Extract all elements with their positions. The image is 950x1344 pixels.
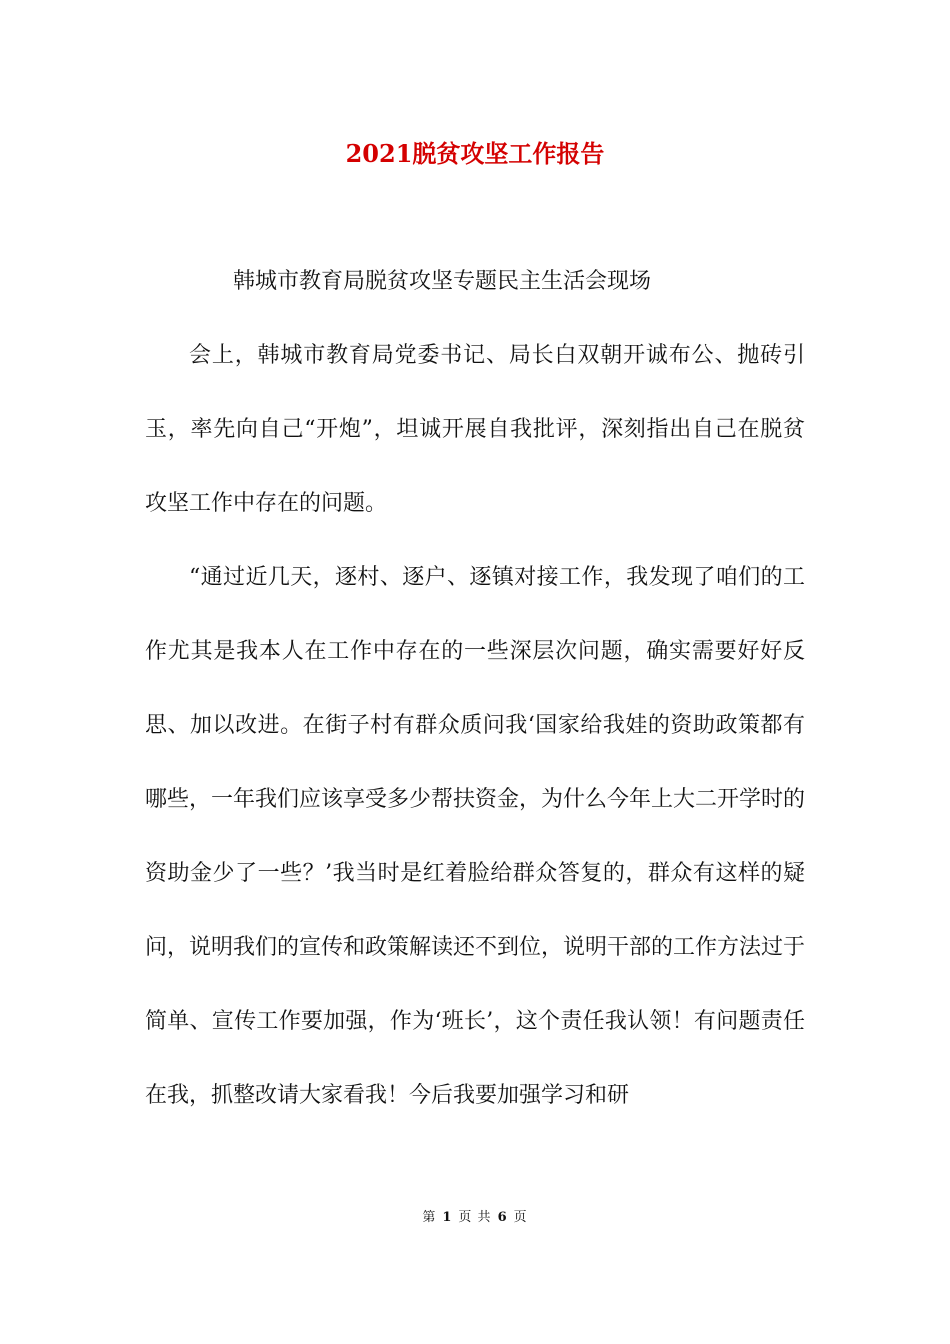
footer-prefix: 第 <box>422 1210 437 1225</box>
total-page-count: 6 <box>497 1210 508 1225</box>
photo-caption-paragraph: 韩城市教育局脱贫攻坚专题民主生活会现场 <box>233 269 652 294</box>
page-footer <box>0 1206 950 1225</box>
body-paragraph: 会上，韩城市教育局党委书记、局长白双朝开诚布公、抛砖引玉，率先向自己“开炮”，坦诚开展自我批评，深刻指出自己在脱贫攻坚工作中存在的问题。 <box>145 343 805 516</box>
footer-suffix: 页 <box>513 1210 528 1225</box>
document-body <box>145 245 805 1133</box>
footer-middle: 页 共 <box>458 1210 492 1225</box>
current-page-number: 1 <box>442 1210 453 1225</box>
body-paragraph: “通过近几天，逐村、逐户、逐镇对接工作，我发现了咱们的工作尤其是我本人在工作中存在的一些深层次问题，确实需要好好反思、加以改进。在街子村有群众质问我‘国家给我娃的资助政策都有哪些，一年我们应该享受多少帮扶资金，为什么今年上大二开学时的资助金少了一些？’我当时是红着脸给群众答复的，群众有这样的疑问，说明我们的宣传和政策解读还不到位，说明干部的工作方法过于简单、宣传工作要加强，作为‘班长’，这个责任我认领！有问题责任在我，抓整改请大家看我！今后我要加强学习和研 <box>145 565 806 1108</box>
document-title: 2021脱贫攻坚工作报告 <box>345 139 605 168</box>
